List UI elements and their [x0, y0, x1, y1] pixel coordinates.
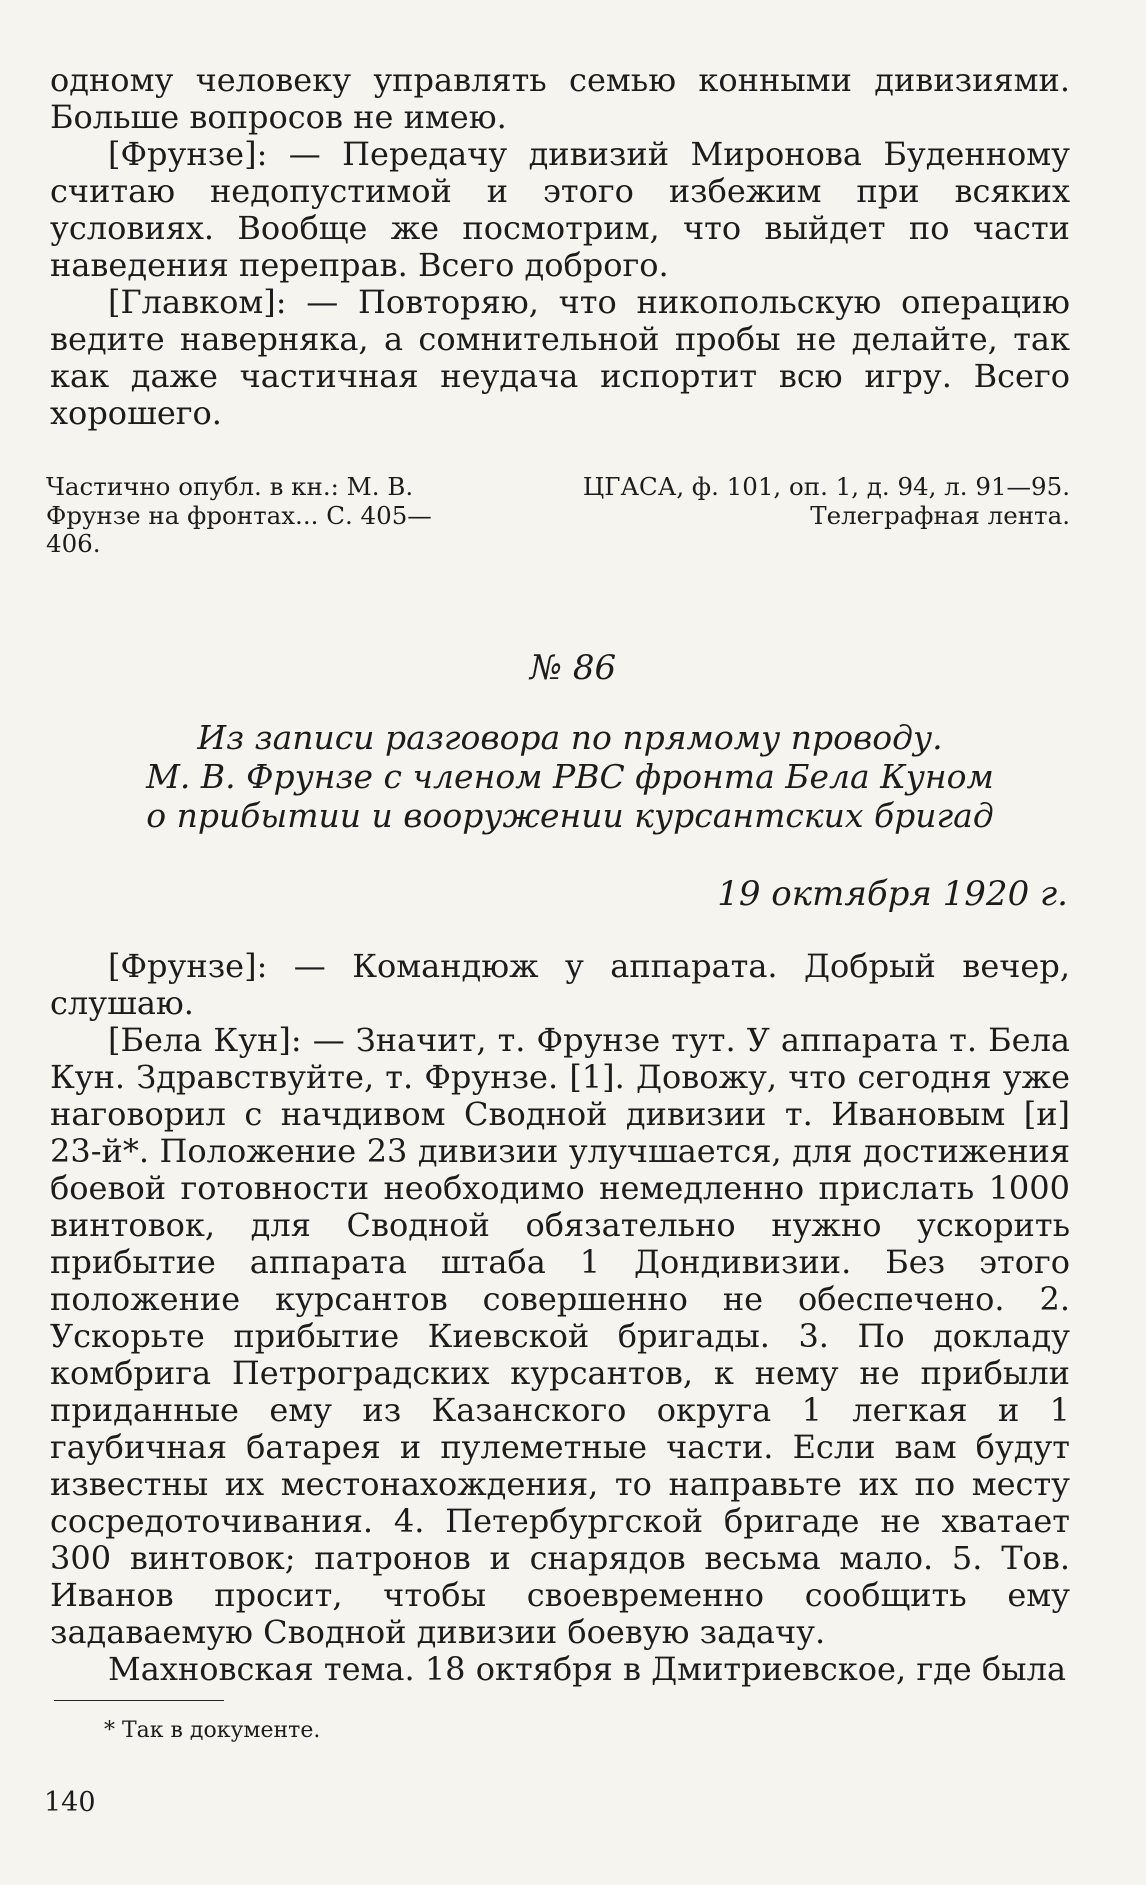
source-publication: Частично опубл. в кн.: М. В. Фрунзе на фронтах... С. 405—406.	[46, 472, 432, 558]
body-paragraph-2: [Бела Кун]: — Значит, т. Фрунзе тут. У аппарата т. Бела Кун. Здравствуйте, т. Фрунзе. [1]. Довожу, что сегодня уже наговорил с начдивом Сводной дивизии т. Ивановым [и] 23-й*. Положение 23 дивизии улучшается, для достижения боевой готовности необходимо немедленно прислать 1000 винтовок, для Сводной обязательно нужно ускорить прибытие аппарата штаба 1 Дондивизии. Без этого положение курсантов совершенно не обеспечено. 2. Ускорьте прибытие Киевской бригады. 3. По докладу комбрига Петроградских курсантов, к нему не прибыли приданные ему из Казанского округа 1 легкая и 1 гаубичная батарея и пулеметные части. Если вам будут известны их местонахождения, то направьте их по месту сосредоточивания. 4. Петербургской бригаде не хватает 300 винтовок; патронов и снарядов весьма мало. 5. Тов. Иванов просит, чтобы своевременно сообщить ему задаваемую Сводной дивизии боевую задачу.	[50, 1021, 1070, 1651]
intro-paragraph-2: [Фрунзе]: — Передачу дивизий Миронова Буденному считаю недопустимой и этого избежим при всяких условиях. Вообще же посмотрим, что выйдет по части наведения переправ. Всего доброго.	[50, 135, 1070, 284]
source-archive: ЦГАСА, ф. 101, оп. 1, д. 94, л. 91—95. Телеграфная лента.	[582, 472, 1070, 530]
document-body	[50, 948, 1070, 1688]
footnote: * Так в документе.	[104, 1718, 321, 1743]
page-number: 140	[44, 1787, 96, 1818]
intro-text	[50, 62, 1070, 432]
document-title	[80, 718, 1060, 835]
intro-paragraph-1: одному человеку управлять семью конными дивизиями. Больше вопросов не имею.	[50, 61, 1070, 136]
document-number: № 86	[529, 648, 617, 688]
body-paragraph-1: [Фрунзе]: — Командюж у аппарата. Добрый вечер, слушаю.	[50, 947, 1070, 1022]
document-title-line-1: Из записи разговора по прямому проводу.	[197, 718, 943, 757]
intro-paragraph-3: [Главком]: — Повторяю, что никопольскую операцию ведите наверняка, а сомнительной пробы не делайте, так как даже частичная неудача испортит всю игру. Всего хорошего.	[50, 283, 1070, 432]
document-title-line-2: М. В. Фрунзе с членом РВС фронта Бела Куном	[146, 757, 994, 796]
body-paragraph-3: Махновская тема. 18 октября в Дмитриевское, где была	[108, 1650, 1067, 1688]
document-title-line-3: о прибытии и вооружении курсантских бригад	[146, 796, 994, 835]
document-date: 19 октября 1920 г.	[717, 874, 1068, 914]
footnote-divider	[54, 1700, 224, 1701]
